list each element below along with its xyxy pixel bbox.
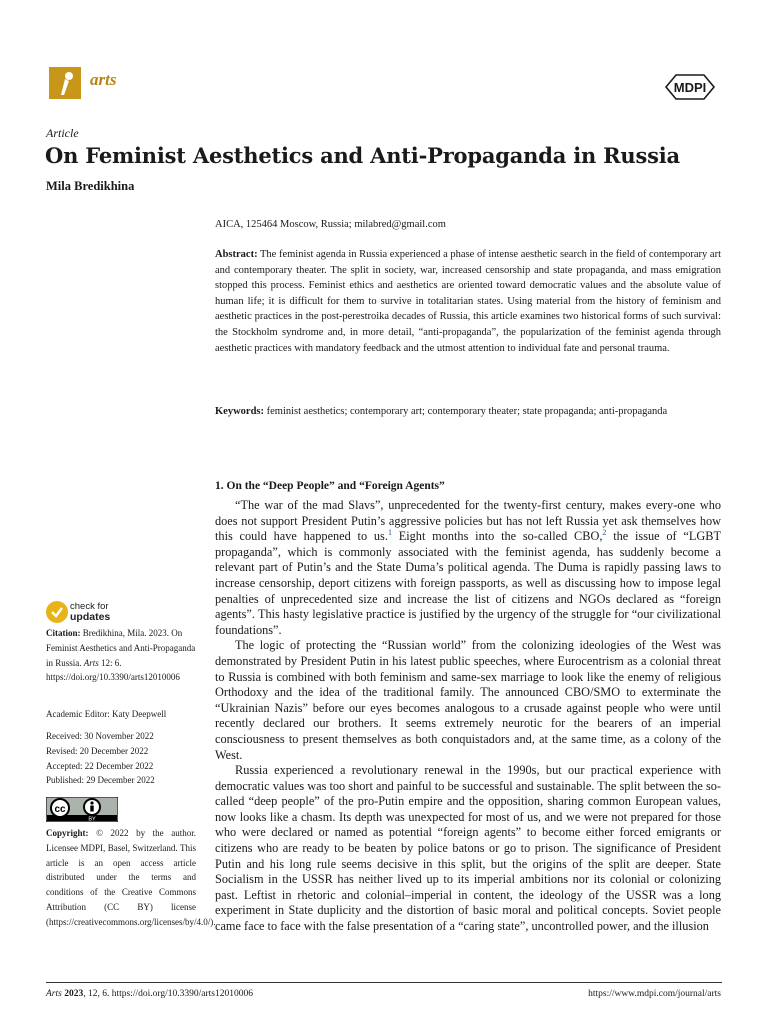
citation-journal: Arts — [83, 657, 99, 668]
received-date: Received: 30 November 2022 — [46, 731, 154, 741]
keywords — [215, 404, 721, 420]
mdpi-logo-text: MDPI — [673, 80, 707, 95]
journal-name: arts — [90, 70, 117, 89]
copyright-notice — [46, 826, 216, 930]
journal-logo-icon — [49, 67, 81, 99]
article-type: Article — [46, 126, 79, 140]
check-for-updates-button[interactable] — [46, 600, 126, 626]
abstract — [215, 247, 721, 356]
publication-dates — [46, 729, 196, 788]
article-title: On Feminist Aesthetics and Anti-Propaganda in Russia — [45, 143, 680, 168]
footer-year: 2023 — [64, 989, 84, 999]
accepted-date: Accepted: 22 December 2022 — [46, 760, 154, 771]
main-text — [215, 498, 721, 935]
paragraph — [215, 498, 721, 638]
keywords-text: feminist aesthetics; contemporary art; contemporary theater; state propaganda; anti-propaganda — [266, 406, 668, 417]
footer-journal: Arts — [46, 989, 62, 999]
footer-divider — [46, 982, 722, 983]
keywords-label: Keywords: — [215, 406, 264, 417]
footer-citation — [46, 989, 253, 999]
check-updates-icon — [46, 601, 68, 623]
cc-badge-label: BY — [88, 816, 96, 822]
copyright-text: © 2022 by the author. Licensee MDPI, Basel, Switzerland. This article is an open access article distributed under the terms and conditions of the Creative Commons Attribution (CC BY) license (https://creativecommons.org/licenses/by/4.0/). — [46, 828, 216, 927]
journal-logo — [49, 67, 81, 99]
academic-editor: Academic Editor: Katy Deepwell — [46, 709, 167, 719]
citation — [46, 626, 196, 685]
author-name: Mila Bredikhina — [46, 179, 135, 193]
revised-date: Revised: 20 December 2022 — [46, 745, 149, 756]
cc-by-license-icon[interactable] — [46, 797, 118, 822]
citation-text: Bredikhina, Mila. 2023. On Feminist Aesthetics and Anti-Propaganda in Russia. — [46, 628, 196, 668]
mdpi-logo — [662, 71, 718, 101]
citation-rest[interactable]: 12: 6. https://doi.org/10.3390/arts12010006 — [46, 657, 180, 683]
affiliation: AICA, 125464 Moscow, Russia; milabred@gmail.com — [215, 219, 446, 230]
check-updates-label: check for — [70, 601, 109, 612]
paragraph-text: the issue of “LGBT propaganda”, which is commonly associated with the feminist agenda, has suddenly become a relevant part of Putin’s and the State Duma’s political agenda. The Duma is rapidly passing laws to increase censorship, deport citizens with foreign passports, as well as discussing how to impose legal penalties of unprecedented size and increase the list of citizens and NGOs declared as “foreign agents”. This hasty legislative practice is justified by the urgency of the struggle for “our civilizational foundations”. — [215, 529, 721, 637]
citation-label: Citation: — [46, 628, 81, 638]
published-date: Published: 29 December 2022 — [46, 775, 155, 786]
abstract-text: The feminist agenda in Russia experienced a phase of intense aesthetic search in the field of contemporary art and contemporary theater. The split in society, war, increased censorship and state propaganda, and mass emigration stopped this process. Feminist ethics and aesthetics are oriented toward democratic values and the absolute value of human life; it is difficult for them to survive in totalitarian states. Using material from the history of feminism and aesthetic practices in the post-perestroika decades of Russia, this article examines two historical forms of such survival: the Stockholm syndrome and, in more detail, “anti-propaganda”, the popularization of the feminist agenda through aesthetic practices with mandatory feedback and the utmost attention to individual fate and personal trauma. — [215, 249, 721, 354]
abstract-label: Abstract: — [215, 249, 258, 260]
paragraph-text: Eight months into the so-called CBO, — [391, 529, 603, 544]
footer-journal-url[interactable]: https://www.mdpi.com/journal/arts — [588, 989, 721, 999]
footer-doi[interactable]: , 12, 6. https://doi.org/10.3390/arts12010006 — [83, 989, 253, 999]
paragraph: Russia experienced a revolutionary renewal in the 1990s, but our practical experience with democratic values was too short and painful to be successful and sustainable. The split between the so-called “deep people” of the pro-Putin empire and the opposition, sharing common European values, now looks like a chasm. Its depth was unexpected for most of us, and we were not prepared for those who were declared or named as potential “foreign agents” to become either forced emigrants or citizens who are ready to be beaten by police batons or go to prison. The significance of President Putin and his long rule seems decisive in this split, but the origins of the split are deeper. State Socialism in the USSR has neither lived up to its imperial ambitions nor its colonial or colonizing past. Leftist in rhetoric and colonial–imperial in content, the ideology of the USSR was a long experiment in State duplicity and the distortion of basic moral and political concepts. Soviet people came face to face with the false presentation of a “caring state”, uncontrolled power, and the illusion — [215, 763, 721, 934]
check-updates-label-bold: updates — [70, 611, 111, 623]
footnote-ref[interactable]: 1 — [387, 528, 392, 538]
copyright-label: Copyright: — [46, 828, 89, 838]
paragraph: The logic of protecting the “Russian world” from the colonizing ideologies of the West was demonstrated by President Putin in his latest public speeches, where Eurocentrism as a colonial threat to Russia is combined with both feminism and same-sex marriage to look like the enemy of religious Orthodoxy and the idea of the traditional family. The announced CBO/SMO to exterminate the “Ukrainian Nazis” before our eyes becomes analogous to a crusade against people who were until recently declared our brothers. It seems extremely neurotic for the bearers of an imperial consciousness to present themselves as both conquistadors and, at the same time, as a colony of the West. — [215, 638, 721, 762]
footnote-ref[interactable]: 2 — [602, 528, 607, 538]
svg-text:cc: cc — [54, 804, 66, 815]
section-heading: 1. On the “Deep People” and “Foreign Agents” — [215, 480, 445, 492]
paragraph-text: “The war of the mad Slavs”, unprecedented for the twenty-first century, makes every-one who does not support President Putin’s aggressive policies but has not left Russia yet ask themselves how this could have happened to us. — [215, 498, 721, 544]
